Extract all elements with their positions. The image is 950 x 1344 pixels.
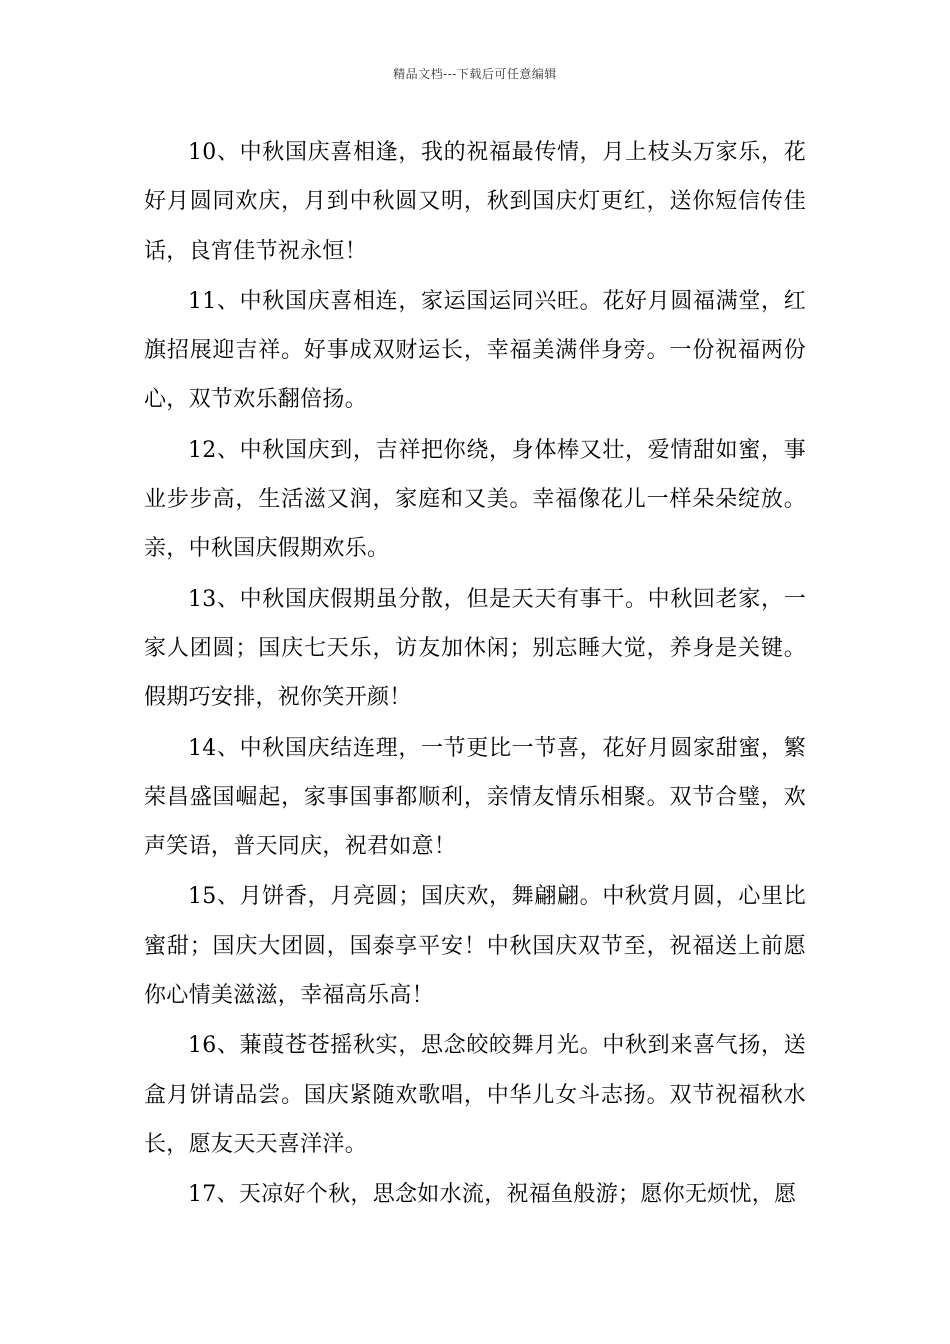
paragraph-15: 15、月饼香，月亮圆；国庆欢，舞翩翩。中秋赏月圆，心里比蜜甜；国庆大团圆，国泰享平安！中秋国庆双节至，祝福送上前愿你心情美滋滋，幸福高乐高！	[144, 884, 806, 1009]
page-header: 精品文档---下载后可任意编辑	[393, 67, 557, 81]
paragraph-14: 14、中秋国庆结连理，一节更比一节喜，花好月圆家甜蜜，繁荣昌盛国崛起，家事国事都顺利，亲情友情乐相聚。双节合璧，欢声笑语，普天同庆，祝君如意！	[144, 735, 806, 860]
paragraph-11: 11、中秋国庆喜相连，家运国运同兴旺。花好月圆福满堂，红旗招展迎吉祥。好事成双财运长，幸福美满伴身旁。一份祝福两份心，双节欢乐翻倍扬。	[144, 288, 806, 413]
paragraph-16: 16、蒹葭苍苍摇秋实，思念皎皎舞月光。中秋到来喜气扬，送盒月饼请品尝。国庆紧随欢歌唱，中华儿女斗志扬。双节祝福秋水长，愿友天天喜洋洋。	[144, 1033, 806, 1157]
paragraph-17: 17、天凉好个秋，思念如水流，祝福鱼般游；愿你无烦忧，愿	[188, 1182, 797, 1208]
paragraph-10: 10、中秋国庆喜相逢，我的祝福最传情，月上枝头万家乐，花好月圆同欢庆，月到中秋圆又明，秋到国庆灯更红，送你短信传佳话，良宵佳节祝永恒！	[144, 140, 806, 264]
paragraph-12: 12、中秋国庆到，吉祥把你绕，身体棒又壮，爱情甜如蜜，事业步步高，生活滋又润，家庭和又美。幸福像花儿一样朵朵绽放。亲，中秋国庆假期欢乐。	[144, 437, 806, 562]
paragraph-13: 13、中秋国庆假期虽分散，但是天天有事干。中秋回老家，一家人团圆；国庆七天乐，访友加休闲；别忘睡大觉，养身是关键。假期巧安排，祝你笑开颜！	[144, 586, 806, 711]
document-body	[144, 128, 806, 1221]
